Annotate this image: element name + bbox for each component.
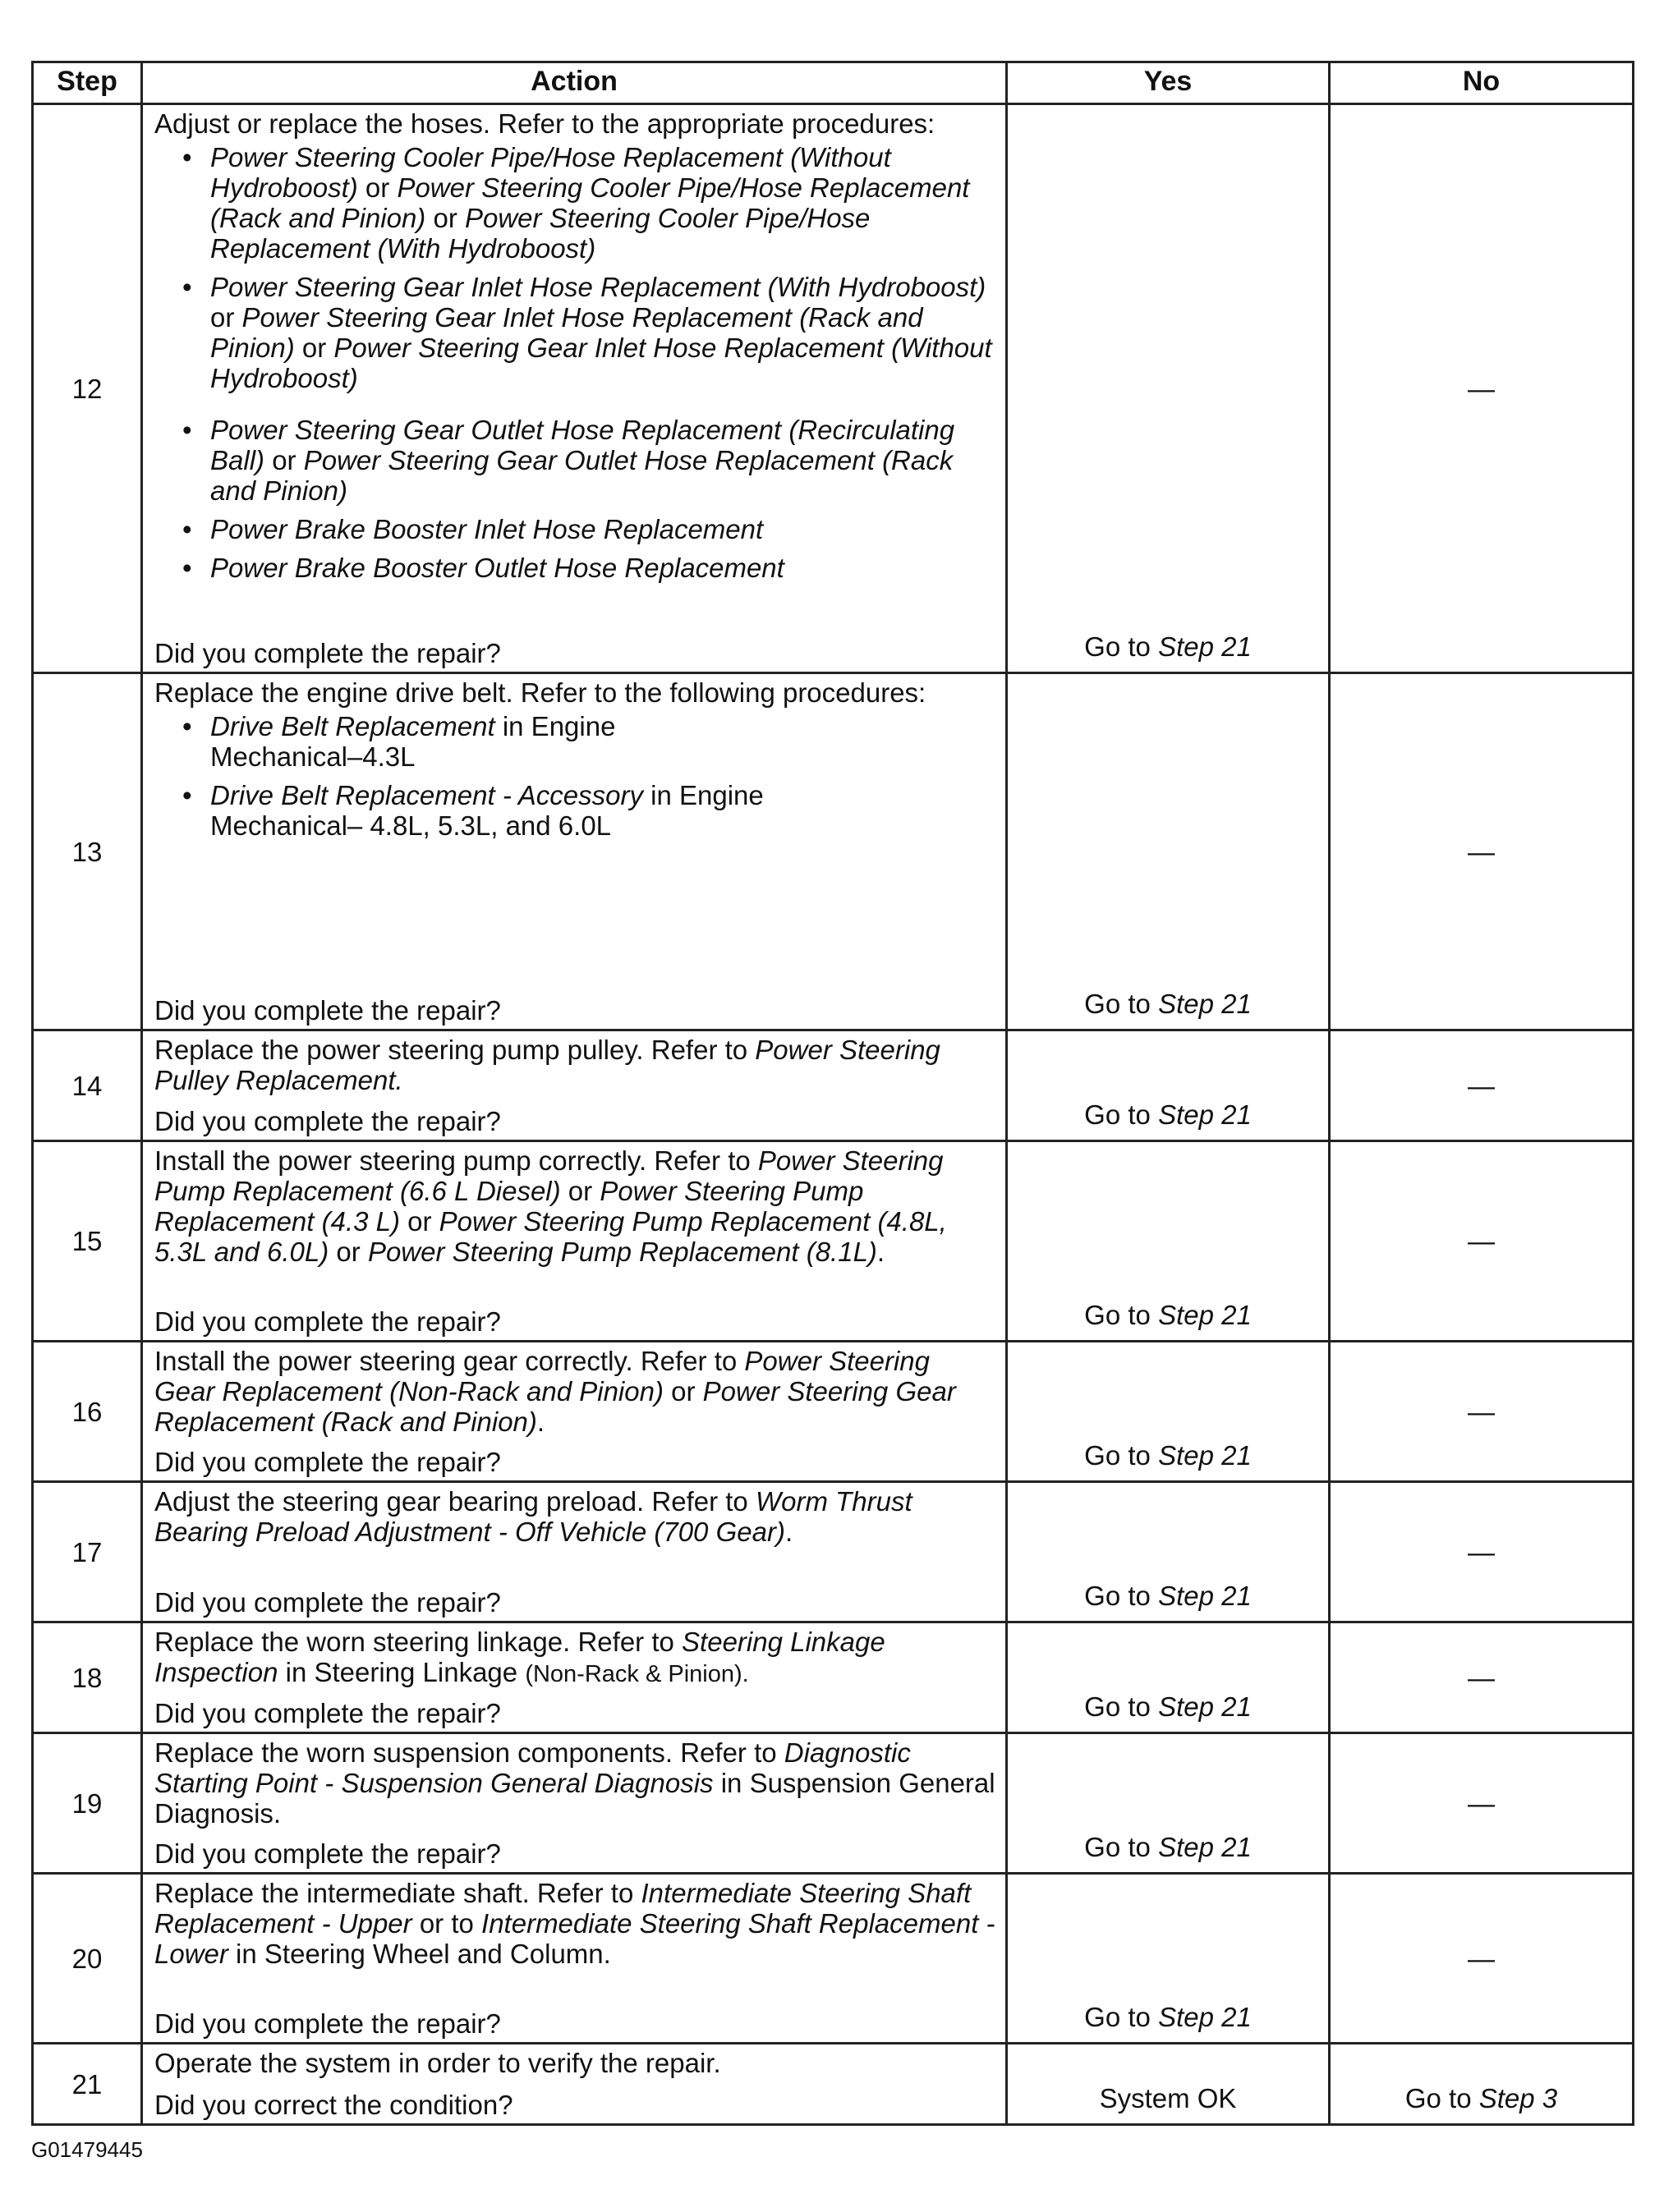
yes-result: [1008, 2002, 1328, 2032]
procedure-ref: Power Steering Gear Replacement (Rack and Pinion): [154, 1376, 956, 1437]
yes-cell: [1007, 1141, 1330, 1342]
table-row-step-17: [33, 1482, 1634, 1622]
go-to-text: Go to: [1084, 1581, 1151, 1611]
table-row-step-18: [33, 1622, 1634, 1733]
step-ref: Step 21: [1158, 1581, 1252, 1611]
action-lead: Replace the worn steering linkage. Refer to: [154, 1627, 683, 1657]
connector-text: or: [399, 1206, 439, 1237]
header-yes: Yes: [1007, 62, 1330, 104]
table-row-step-13: [33, 673, 1634, 1030]
go-to-text: Go to: [1084, 1691, 1151, 1722]
connector-text: in Engine Mechanical–4.3L: [210, 711, 616, 772]
action-lead: Adjust the steering gear bearing preload. Refer to: [154, 1486, 756, 1517]
no-cell: [1330, 1141, 1634, 1342]
connector-text: or: [294, 333, 334, 363]
yes-result: [1008, 1691, 1328, 1722]
table-row-step-12: [33, 104, 1634, 673]
action-intro: Replace the engine drive belt. Refer to the following procedures:: [154, 677, 926, 708]
action-lead: Replace the power steering pump pulley. Refer to: [154, 1035, 756, 1065]
procedure-ref: Power Brake Booster Outlet Hose Replacement: [210, 553, 784, 583]
table-row-step-15: [33, 1141, 1634, 1342]
connector-text: or to: [411, 1908, 482, 1939]
procedure-ref: Drive Belt Replacement - Accessory: [210, 780, 643, 810]
list-item: [182, 711, 997, 772]
procedure-ref: Intermediate Steering Shaft Replacement - Lower: [154, 1908, 995, 1969]
condition-question: Did you correct the condition?: [154, 2090, 513, 2120]
step-ref: Step 21: [1158, 1099, 1252, 1130]
yes-cell: [1007, 1482, 1330, 1622]
procedure-ref: Power Steering Gear Replacement (Non-Rack and Pinion): [154, 1346, 931, 1407]
no-result-dash: —: [1468, 1787, 1495, 1819]
connector-text: or: [264, 445, 304, 475]
connector-text: .: [784, 1517, 793, 1547]
table-row-step-14: [33, 1030, 1634, 1141]
action-cell: [142, 104, 1007, 673]
table-row-step-21: [33, 2044, 1634, 2125]
action-text: [154, 1737, 997, 1829]
action-cell: [142, 2044, 1007, 2125]
no-result-dash: —: [1468, 1943, 1495, 1974]
action-text: [154, 1627, 997, 1690]
procedure-ref: Power Steering Gear Inlet Hose Replacement (With Hydroboost): [210, 272, 986, 302]
no-cell: [1330, 2044, 1634, 2125]
step-number: 21: [33, 2044, 142, 2125]
header-no: No: [1330, 62, 1634, 104]
action-text: [154, 1145, 997, 1267]
table-row-step-16: [33, 1342, 1634, 1482]
procedure-ref: Power Steering Pulley Replacement.: [154, 1035, 940, 1095]
go-to-text: Go to: [1084, 2002, 1151, 2032]
step-ref: Step 21: [1158, 989, 1252, 1019]
action-text: Operate the system in order to verify the repair.: [154, 2048, 721, 2078]
procedure-list: [154, 711, 997, 841]
step-number: 12: [33, 104, 142, 673]
step-number: 16: [33, 1342, 142, 1482]
yes-cell: [1007, 104, 1330, 673]
step-number: 13: [33, 673, 142, 1030]
go-to-text: Go to: [1084, 631, 1151, 662]
action-text: [154, 1035, 997, 1095]
no-cell: [1330, 104, 1634, 673]
action-intro: Adjust or replace the hoses. Refer to the appropriate procedures:: [154, 108, 935, 139]
connector-text: in Steering Linkage: [278, 1657, 526, 1687]
step-number: 17: [33, 1482, 142, 1622]
procedure-ref: Power Steering Pump Replacement (4.8L, 5.3L and 6.0L): [154, 1206, 947, 1267]
yes-cell: [1007, 2044, 1330, 2125]
action-text: [154, 1346, 997, 1437]
step-ref: Step 21: [1158, 1832, 1252, 1862]
step-ref: Step 3: [1478, 2083, 1558, 2113]
go-to-text: Go to: [1084, 1440, 1151, 1471]
repair-question: Did you complete the repair?: [154, 1447, 501, 1477]
header-action: Action: [142, 62, 1007, 104]
yes-cell: [1007, 1874, 1330, 2044]
repair-question: Did you complete the repair?: [154, 995, 501, 1026]
repair-question: Did you complete the repair?: [154, 1698, 501, 1728]
connector-text: or: [560, 1176, 600, 1206]
procedure-ref: Power Steering Gear Outlet Hose Replacement (Recirculating Ball): [210, 415, 955, 475]
go-to-text: Go to: [1404, 2083, 1472, 2113]
diagnostic-table: [31, 61, 1634, 2126]
yes-result: [1008, 989, 1328, 1019]
step-number: 19: [33, 1733, 142, 1874]
list-item: [182, 553, 997, 583]
no-cell: [1330, 1733, 1634, 1874]
action-lead: Install the power steering gear correctly. Refer to: [154, 1346, 745, 1376]
go-to-text: Go to: [1084, 1099, 1151, 1130]
connector-text: or: [210, 302, 242, 333]
action-lead: Replace the worn suspension components. Refer to: [154, 1737, 784, 1768]
no-cell: [1330, 1030, 1634, 1141]
scope-note: (Non-Rack & Pinion).: [525, 1661, 749, 1687]
procedure-ref: Worm Thrust Bearing Preload Adjustment - Off Vehicle (700 Gear): [154, 1486, 912, 1547]
no-cell: [1330, 1622, 1634, 1733]
action-cell: [142, 1030, 1007, 1141]
step-ref: Step 21: [1158, 1691, 1252, 1722]
procedure-ref: Intermediate Steering Shaft Replacement - Upper: [154, 1878, 972, 1939]
action-cell: [142, 1482, 1007, 1622]
header-step: Step: [33, 62, 142, 104]
step-ref: Step 21: [1158, 631, 1252, 662]
repair-question: Did you complete the repair?: [154, 1587, 501, 1618]
repair-question: Did you complete the repair?: [154, 2008, 501, 2039]
diagnostic-table-sheet: [31, 61, 1634, 2126]
action-lead: Replace the intermediate shaft. Refer to: [154, 1878, 641, 1908]
no-result: [1331, 2083, 1632, 2113]
connector-text: or: [357, 172, 398, 203]
procedure-ref: Power Steering Gear Outlet Hose Replacement (Rack and Pinion): [210, 445, 954, 506]
action-text: [154, 1486, 997, 1547]
procedure-ref: Steering Linkage Inspection: [154, 1627, 885, 1687]
no-cell: [1330, 1874, 1634, 2044]
repair-question: Did you complete the repair?: [154, 1306, 501, 1337]
step-number: 14: [33, 1030, 142, 1141]
procedure-list: [154, 142, 997, 583]
yes-result: [1008, 1440, 1328, 1471]
procedure-ref: Power Steering Cooler Pipe/Hose Replacement (With Hydroboost): [210, 203, 871, 264]
no-result-dash: —: [1468, 1226, 1495, 1256]
list-item: [182, 415, 997, 506]
procedure-ref: Power Brake Booster Inlet Hose Replacement: [210, 514, 764, 544]
action-cell: [142, 1733, 1007, 1874]
no-result-dash: —: [1468, 1396, 1495, 1427]
no-cell: [1330, 1482, 1634, 1622]
no-result-dash: —: [1468, 373, 1495, 404]
procedure-ref: Drive Belt Replacement: [210, 711, 495, 741]
step-number: 20: [33, 1874, 142, 2044]
procedure-ref: Power Steering Pump Replacement (4.3 L): [154, 1176, 864, 1237]
header-row: [33, 62, 1634, 104]
procedure-ref: Power Steering Gear Inlet Hose Replacement (Without Hydroboost): [210, 333, 992, 393]
repair-question: Did you complete the repair?: [154, 1838, 501, 1869]
connector-text: in Steering Wheel and Column.: [228, 1939, 611, 1969]
action-lead: Install the power steering pump correctly. Refer to: [154, 1145, 758, 1176]
yes-cell: [1007, 1342, 1330, 1482]
list-item: [182, 142, 997, 264]
step-ref: Step 21: [1158, 1440, 1252, 1471]
no-result-dash: —: [1468, 1070, 1495, 1101]
procedure-ref: Diagnostic Starting Point - Suspension General Diagnosis: [154, 1737, 911, 1798]
connector-text: .: [876, 1237, 885, 1267]
table-row-step-19: [33, 1733, 1634, 1874]
repair-question: Did you complete the repair?: [154, 1106, 501, 1136]
no-cell: [1330, 1342, 1634, 1482]
yes-cell: [1007, 1622, 1330, 1733]
yes-result: [1008, 1099, 1328, 1130]
list-item: [182, 272, 997, 393]
yes-result: [1008, 1832, 1328, 1862]
procedure-ref: Power Steering Pump Replacement (8.1L): [367, 1237, 877, 1267]
yes-result: [1008, 1300, 1328, 1330]
figure-id: G01479445: [31, 2137, 143, 2162]
action-cell: [142, 1342, 1007, 1482]
connector-text: in Engine Mechanical– 4.8L, 5.3L, and 6.0L: [210, 780, 764, 841]
step-number: 18: [33, 1622, 142, 1733]
connector-text: or: [425, 203, 465, 233]
go-to-text: Go to: [1084, 1832, 1151, 1862]
action-cell: [142, 1874, 1007, 2044]
action-text: [154, 1878, 997, 1969]
action-cell: [142, 1622, 1007, 1733]
connector-text: or: [663, 1376, 703, 1407]
list-item: [182, 514, 997, 544]
yes-cell: [1007, 673, 1330, 1030]
procedure-ref: Power Steering Cooler Pipe/Hose Replacement (Without Hydroboost): [210, 142, 891, 203]
step-ref: Step 21: [1158, 2002, 1252, 2032]
table-row-step-20: [33, 1874, 1634, 2044]
action-cell: [142, 673, 1007, 1030]
step-number: 15: [33, 1141, 142, 1342]
repair-question: Did you complete the repair?: [154, 638, 501, 668]
procedure-ref: Power Steering Pump Replacement (6.6 L Diesel): [154, 1145, 944, 1206]
connector-text: .: [536, 1407, 545, 1437]
yes-result: System OK: [1099, 2083, 1237, 2113]
go-to-text: Go to: [1084, 1300, 1151, 1330]
no-result-dash: —: [1468, 1536, 1495, 1567]
yes-cell: [1007, 1030, 1330, 1141]
no-cell: [1330, 673, 1634, 1030]
procedure-ref: Power Steering Cooler Pipe/Hose Replacement (Rack and Pinion): [210, 172, 970, 233]
step-ref: Step 21: [1158, 1300, 1252, 1330]
connector-text: or: [329, 1237, 368, 1267]
connector-text: in Suspension General Diagnosis.: [154, 1768, 995, 1829]
go-to-text: Go to: [1084, 989, 1151, 1019]
action-cell: [142, 1141, 1007, 1342]
yes-cell: [1007, 1733, 1330, 1874]
yes-result: [1008, 631, 1328, 662]
list-item: [182, 780, 997, 841]
no-result-dash: —: [1468, 1662, 1495, 1693]
procedure-ref: Power Steering Gear Inlet Hose Replacement (Rack and Pinion): [210, 302, 923, 363]
yes-result: [1008, 1581, 1328, 1611]
no-result-dash: —: [1468, 836, 1495, 867]
